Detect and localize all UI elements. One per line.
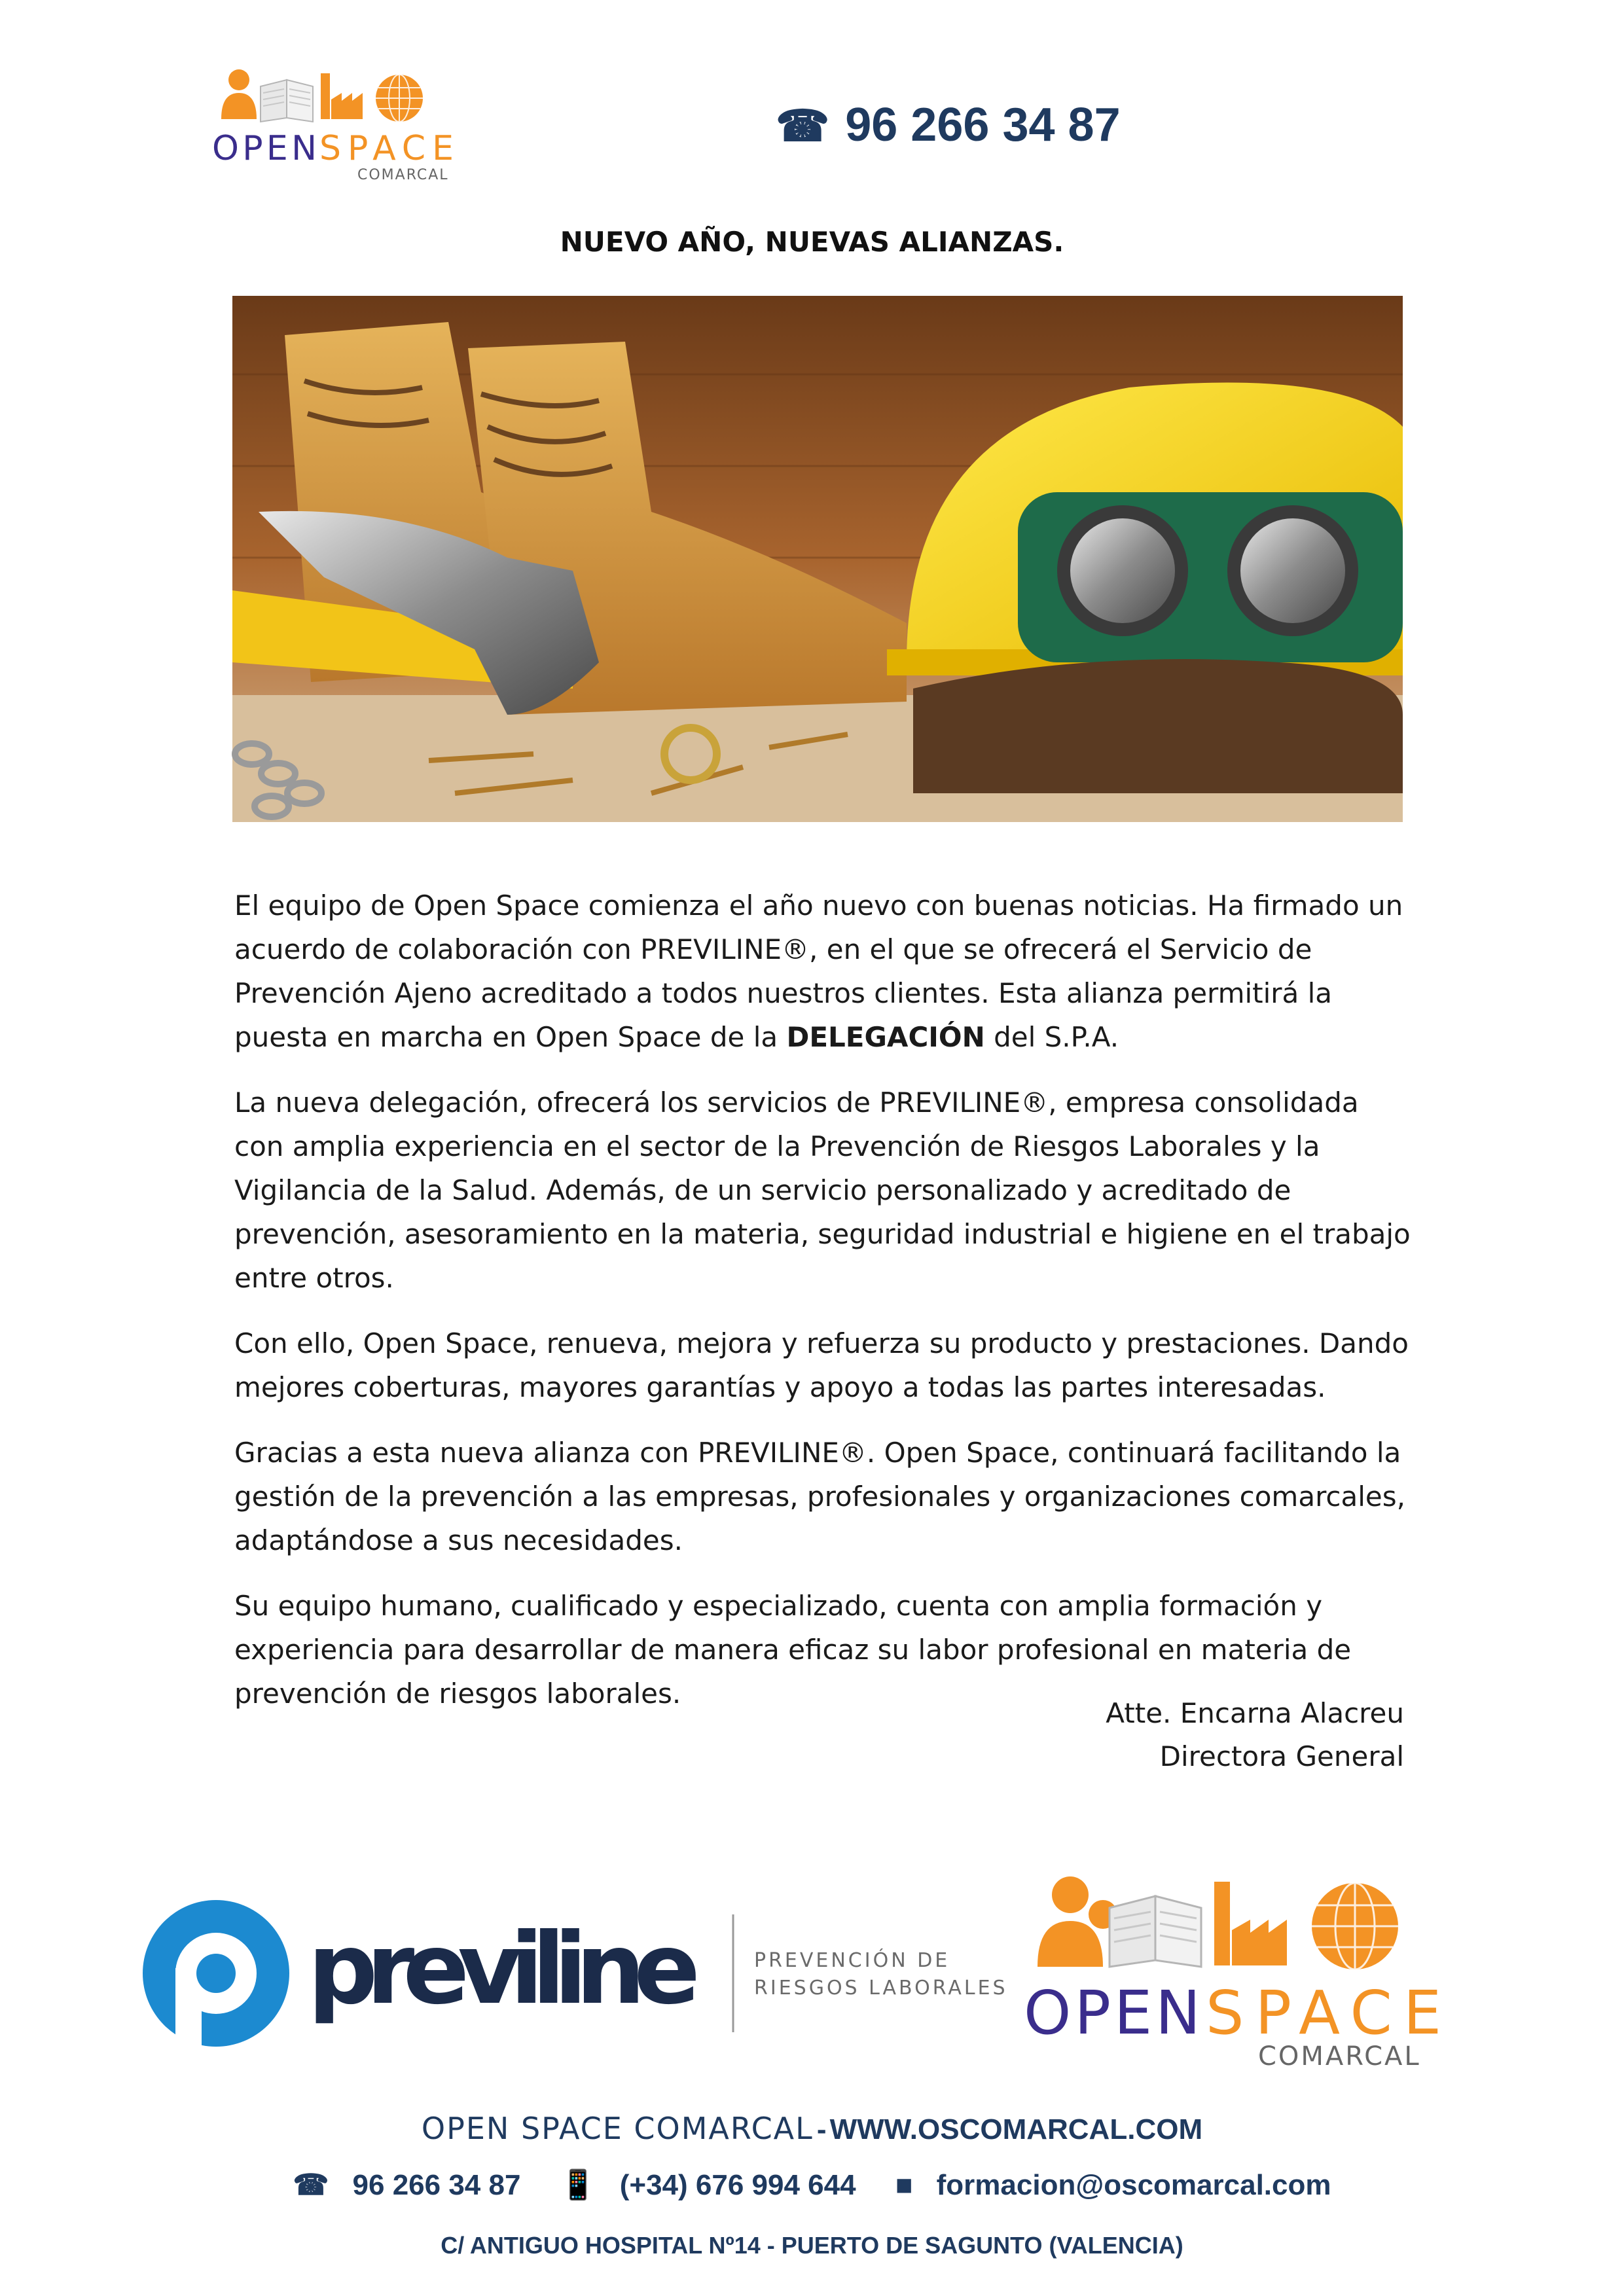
footer-email [888,2169,1339,2201]
paragraph-3: Con ello, Open Space, renueva, mejora y refuerza su producto y prestaciones. Dando mejores coberturas, mayores garantías y apoyo a todas las partes interesadas. [234,1327,1409,1403]
footer-brand: OPEN SPACE COMARCAL [421,2111,814,2146]
previline-logo [137,1895,1008,2052]
footer-phone-number[interactable]: 96 266 34 87 [352,2169,521,2201]
paragraph-1 [234,884,1413,1059]
page-title: NUEVO AÑO, NUEVAS ALIANZAS. [560,226,1064,258]
paragraph-5: Su equipo humano, cualificado y especializado, cuenta con amplia formación y experiencia para desarrollar de manera eficaz su labor profesional en materia de prevención de riesgos laborales. [234,1590,1352,1710]
signature-name: Atte. Encarna Alacreu [1106,1697,1404,1729]
square-bullet-icon: ■ [895,2169,913,2201]
footer-email-link[interactable]: formacion@oscomarcal.com [936,2169,1331,2201]
footer-phone [285,2169,528,2201]
hero-image [232,296,1403,822]
header-phone [776,98,1121,152]
svg-text:SPACE: SPACE [1206,1978,1441,2048]
mobile-phone-icon: 📱 [560,2169,596,2201]
openspace-logo-large [1021,1862,1447,2078]
telephone-icon: ☎ [776,101,830,150]
previline-tagline-2: RIESGOS LABORALES [754,1977,1008,2000]
telephone-icon: ☎ [293,2169,329,2201]
logo-comarcal: COMARCAL [1258,2041,1421,2072]
paragraph-1-text: El equipo de Open Space comienza el año nuevo con buenas noticias. Ha firmado un acuerdo de colaboración con PREVILINE®, en el que se ofrecerá el Servicio de Prevención Ajeno acreditado a todos nuestros clientes. Esta alianza permitirá la puesta en marcha en Open Space de la [234,889,1403,1053]
footer-address: C/ ANTIGUO HOSPITAL Nº14 - PUERTO DE SAGUNTO (VALENCIA) [441,2232,1183,2259]
signature-role: Directora General [1159,1740,1404,1772]
svg-text:OPEN: OPEN [1024,1978,1200,2048]
footer-contact-line [0,2168,1624,2202]
signature [1106,1692,1404,1778]
footer-mobile [552,2169,864,2201]
footer-mobile-number[interactable]: (+34) 676 994 644 [619,2169,856,2201]
header-phone-number[interactable]: 96 266 34 87 [845,99,1121,151]
openspace-logo [209,60,458,185]
previline-wordmark: previline [308,1912,700,2026]
delegacion-bold: DELEGACIÓN [786,1021,985,1053]
svg-text:SPACE: SPACE [319,129,454,168]
footer-brand-line [0,2111,1624,2146]
svg-text:COMARCAL: COMARCAL [357,167,449,183]
article-body [234,884,1413,1737]
paragraph-4: Gracias a esta nueva alianza con PREVILINE®. Open Space, continuará facilitando la gestión de la prevención a las empresas, profesionales y organizaciones comarcales, adaptándose a sus necesidades. [234,1437,1405,1556]
footer-website-link[interactable]: WWW.OSCOMARCAL.COM [829,2113,1203,2145]
paragraph-1-end: del S.P.A. [984,1021,1119,1053]
previline-tagline-1: PREVENCIÓN DE [754,1949,950,1972]
svg-text:OPEN: OPEN [212,129,317,168]
paragraph-2: La nueva delegación, ofrecerá los servicios de PREVILINE®, empresa consolidada con amplia experiencia en el sector de la Prevención de Riesgos Laborales y la Vigilancia de la Salud. Además, de un servicio personalizado y acreditado de prevención, asesoramiento en la materia, seguridad industrial e higiene en el trabajo entre otros. [234,1086,1411,1294]
footer-separator: - [816,2113,827,2145]
